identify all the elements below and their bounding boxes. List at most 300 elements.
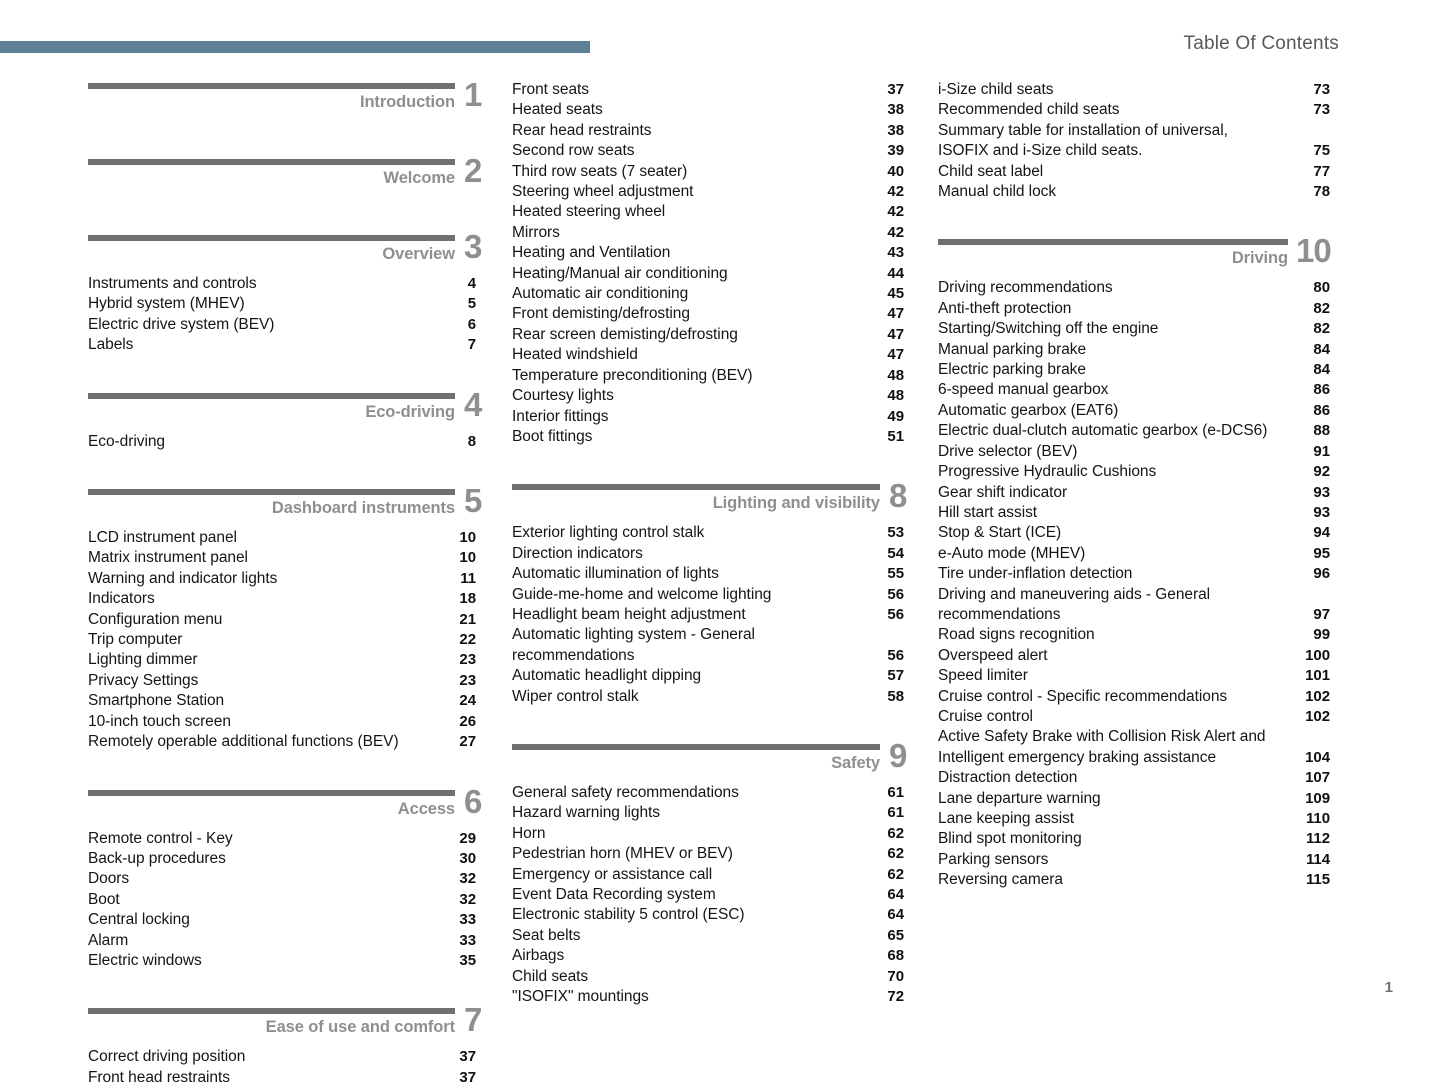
section-spacer bbox=[512, 447, 904, 481]
toc-entry-label: Second row seats bbox=[512, 142, 635, 160]
toc-entry-list bbox=[88, 1047, 488, 1088]
toc-section-eco-driving bbox=[88, 356, 488, 452]
toc-entry-page-number: 112 bbox=[1305, 830, 1330, 848]
toc-entry-label: Parking sensors bbox=[938, 850, 1049, 868]
toc-entry-active-safety-brake-with-collision-risk-alert-and-intelligent-emergency-braking-assistance[interactable] bbox=[938, 727, 1330, 768]
section-spacer bbox=[88, 198, 488, 232]
toc-entry-automatic-headlight-dipping[interactable] bbox=[512, 666, 904, 686]
toc-entry-electric-windows[interactable] bbox=[88, 951, 488, 971]
toc-entry-child-seats[interactable] bbox=[512, 967, 904, 987]
toc-entry-heated-windshield[interactable] bbox=[512, 345, 904, 365]
toc-entry-overspeed-alert[interactable] bbox=[938, 646, 1330, 666]
toc-entry-trip-computer[interactable] bbox=[88, 630, 488, 650]
section-chapter-number: 8 bbox=[889, 477, 907, 515]
toc-entry-pedestrian-horn-mhev-or-bev[interactable] bbox=[512, 844, 904, 864]
toc-entry-list bbox=[88, 829, 488, 972]
toc-section-welcome bbox=[88, 122, 488, 198]
toc-entry-remotely-operable-additional-functions-bev[interactable] bbox=[88, 732, 488, 752]
toc-entry-page-number: 86 bbox=[1313, 401, 1330, 419]
toc-entry-label: Front head restraints bbox=[88, 1068, 230, 1086]
toc-entry-page-number: 53 bbox=[887, 524, 904, 542]
toc-entry-label: e-Auto mode (MHEV) bbox=[938, 544, 1086, 562]
toc-entry-matrix-instrument-panel[interactable] bbox=[88, 548, 488, 568]
toc-entry-label: Cruise control - Specific recommendations bbox=[938, 687, 1228, 705]
toc-entry-label: Electric dual-clutch automatic gearbox (e-DCS6) bbox=[938, 422, 1268, 440]
toc-entry-front-head-restraints[interactable] bbox=[88, 1068, 488, 1088]
toc-entry-electric-parking-brake[interactable] bbox=[938, 360, 1330, 380]
toc-columns bbox=[0, 76, 1445, 1086]
toc-entry-gear-shift-indicator[interactable] bbox=[938, 483, 1330, 503]
toc-entry-label: Heated windshield bbox=[512, 346, 638, 364]
toc-entry-page-number: 47 bbox=[887, 346, 904, 364]
toc-entry-label: Stop & Start (ICE) bbox=[938, 524, 1062, 542]
toc-entry-label: Heating and Ventilation bbox=[512, 244, 671, 262]
toc-entry-automatic-lighting-system-general-recommendations[interactable] bbox=[512, 625, 904, 666]
section-title: Welcome bbox=[383, 169, 455, 187]
toc-entry-label: Matrix instrument panel bbox=[88, 549, 248, 567]
toc-entry-page-number: 57 bbox=[887, 667, 904, 685]
toc-entry-label: Automatic lighting system - General recommendations bbox=[512, 626, 755, 664]
footer-page-number: 1 bbox=[1384, 979, 1393, 996]
toc-entry-label: Heated steering wheel bbox=[512, 203, 666, 221]
toc-entry-rear-screen-demisting-defrosting[interactable] bbox=[512, 325, 904, 345]
toc-entry-page-number: 10 bbox=[459, 549, 476, 567]
toc-entry-page-number: 115 bbox=[1305, 871, 1330, 889]
section-header[interactable] bbox=[88, 482, 488, 528]
toc-entry-temperature-preconditioning-bev[interactable] bbox=[512, 366, 904, 386]
toc-entry-privacy-settings[interactable] bbox=[88, 671, 488, 691]
toc-entry-direction-indicators[interactable] bbox=[512, 544, 904, 564]
toc-entry-label: i-Size child seats bbox=[938, 81, 1054, 98]
page-title: Table Of Contents bbox=[1183, 33, 1339, 54]
toc-entry-distraction-detection[interactable] bbox=[938, 768, 1330, 788]
toc-entry-label: 6-speed manual gearbox bbox=[938, 381, 1109, 399]
toc-entry-second-row-seats[interactable] bbox=[512, 141, 904, 161]
toc-entry-page-number: 93 bbox=[1313, 483, 1330, 501]
toc-entry-label: Drive selector (BEV) bbox=[938, 442, 1078, 460]
toc-entry-label: Courtesy lights bbox=[512, 387, 614, 405]
toc-entry-warning-and-indicator-lights[interactable] bbox=[88, 569, 488, 589]
toc-entry-manual-child-lock[interactable] bbox=[938, 182, 1330, 202]
toc-entry-electronic-stability-5-control-esc[interactable] bbox=[512, 905, 904, 925]
toc-entry-label: Mirrors bbox=[512, 223, 560, 241]
toc-entry-interior-fittings[interactable] bbox=[512, 407, 904, 427]
toc-entry-label: Hazard warning lights bbox=[512, 804, 660, 822]
section-chapter-number: 7 bbox=[464, 1001, 482, 1039]
toc-entry-label: Road signs recognition bbox=[938, 626, 1095, 644]
toc-entry-page-number: 38 bbox=[887, 101, 904, 119]
toc-entry-page-number: 93 bbox=[1313, 503, 1330, 521]
toc-entry-emergency-or-assistance-call[interactable] bbox=[512, 865, 904, 885]
toc-entry-cruise-control[interactable] bbox=[938, 707, 1330, 727]
toc-entry-label: LCD instrument panel bbox=[88, 529, 237, 547]
toc-entry-driving-recommendations[interactable] bbox=[938, 278, 1330, 298]
toc-entry-cruise-control-specific-recommendations[interactable] bbox=[938, 687, 1330, 707]
toc-entry-label: Active Safety Brake with Collision Risk Alert and Intelligent emergency braking assistance bbox=[938, 728, 1266, 766]
toc-entry-page-number: 47 bbox=[887, 325, 904, 343]
toc-entry-horn[interactable] bbox=[512, 824, 904, 844]
toc-entry-label: Pedestrian horn (MHEV or BEV) bbox=[512, 845, 733, 863]
toc-entry-label: Summary table for installation of universal, ISOFIX and i-Size child seats. bbox=[938, 121, 1228, 160]
toc-entry-label: Rear head restraints bbox=[512, 121, 652, 139]
section-spacer bbox=[88, 356, 488, 390]
toc-entry-summary-table-for-installation-of-universal-isofix-and-i-size-child-seats[interactable] bbox=[938, 121, 1330, 162]
toc-entry-page-number: 40 bbox=[887, 162, 904, 180]
section-chapter-number: 1 bbox=[464, 76, 482, 113]
toc-entry-exterior-lighting-control-stalk[interactable] bbox=[512, 523, 904, 543]
header-accent-bar bbox=[0, 41, 590, 53]
toc-entry-page-number: 33 bbox=[459, 911, 476, 929]
toc-entry-label: Horn bbox=[512, 824, 546, 842]
toc-entry-speed-limiter[interactable] bbox=[938, 666, 1330, 686]
toc-entry-page-number: 102 bbox=[1305, 707, 1330, 725]
toc-entry-i-size-child-seats[interactable] bbox=[938, 80, 1330, 100]
toc-entry-page-number: 45 bbox=[887, 285, 904, 303]
section-title: Safety bbox=[831, 753, 880, 772]
toc-column-1 bbox=[88, 76, 488, 1088]
toc-entry-label: Trip computer bbox=[88, 631, 183, 649]
toc-entry-lighting-dimmer[interactable] bbox=[88, 650, 488, 670]
toc-entry-child-seat-label[interactable] bbox=[938, 162, 1330, 182]
toc-entry-progressive-hydraulic-cushions[interactable] bbox=[938, 462, 1330, 482]
toc-entry-rear-head-restraints[interactable] bbox=[512, 121, 904, 141]
toc-entry-alarm[interactable] bbox=[88, 931, 488, 951]
toc-entry-page-number: 70 bbox=[887, 967, 904, 985]
toc-entry-lcd-instrument-panel[interactable] bbox=[88, 528, 488, 548]
toc-entry-label: Event Data Recording system bbox=[512, 886, 716, 903]
toc-entry-airbags[interactable] bbox=[512, 946, 904, 966]
toc-entry-boot[interactable] bbox=[88, 890, 488, 910]
toc-entry-electric-dual-clutch-automatic-gearbox-e-dcs6[interactable] bbox=[938, 421, 1330, 441]
toc-entry-correct-driving-position[interactable] bbox=[88, 1047, 488, 1067]
toc-entry-page-number: 86 bbox=[1313, 381, 1330, 399]
toc-entry-page-number: 24 bbox=[459, 692, 476, 710]
toc-entry-label: "ISOFIX" mountings bbox=[512, 988, 649, 1006]
section-divider-rule bbox=[88, 159, 455, 165]
toc-entry-label: Eco-driving bbox=[88, 432, 165, 450]
toc-entry-page-number: 82 bbox=[1313, 299, 1330, 317]
toc-entry-smartphone-station[interactable] bbox=[88, 691, 488, 711]
toc-entry-label: Emergency or assistance call bbox=[512, 865, 713, 883]
toc-entry-page-number: 82 bbox=[1313, 320, 1330, 338]
toc-entry-page-number: 49 bbox=[887, 407, 904, 425]
toc-entry-page-number: 104 bbox=[1305, 748, 1330, 766]
section-spacer bbox=[88, 753, 488, 787]
toc-entry-label: Privacy Settings bbox=[88, 671, 199, 689]
toc-entry-page-number: 72 bbox=[887, 988, 904, 1006]
toc-entry-label: Electric windows bbox=[88, 951, 202, 969]
toc-entry-page-number: 51 bbox=[887, 427, 904, 445]
section-divider-rule bbox=[88, 393, 455, 399]
toc-entry-label: Electric parking brake bbox=[938, 361, 1086, 379]
toc-entry-label: 10-inch touch screen bbox=[88, 712, 231, 730]
toc-entry-electric-drive-system-bev[interactable] bbox=[88, 315, 488, 335]
toc-entry-event-data-recording-system[interactable] bbox=[512, 885, 904, 905]
toc-entry-page-number: 56 bbox=[887, 646, 904, 664]
toc-entry-label: Driving and maneuvering aids - General recommendations bbox=[938, 585, 1211, 623]
toc-entry-page-number: 101 bbox=[1305, 667, 1330, 685]
toc-entry-configuration-menu[interactable] bbox=[88, 610, 488, 630]
toc-entry-page-number: 35 bbox=[459, 951, 476, 969]
toc-entry-guide-me-home-and-welcome-lighting[interactable] bbox=[512, 585, 904, 605]
toc-entry-label: Headlight beam height adjustment bbox=[512, 605, 746, 623]
toc-entry-page-number: 48 bbox=[887, 387, 904, 405]
toc-entry-hybrid-system-mhev[interactable] bbox=[88, 294, 488, 314]
toc-entry-label: Reversing camera bbox=[938, 871, 1063, 889]
section-spacer bbox=[938, 202, 1330, 236]
toc-entry-page-number: 114 bbox=[1305, 850, 1330, 868]
toc-entry-page-number: 48 bbox=[887, 366, 904, 384]
toc-entry-label: Exterior lighting control stalk bbox=[512, 524, 705, 542]
toc-entry-heated-steering-wheel[interactable] bbox=[512, 202, 904, 222]
toc-entry-page-number: 80 bbox=[1313, 279, 1330, 297]
toc-entry-recommended-child-seats[interactable] bbox=[938, 100, 1330, 120]
toc-entry-label: Lighting dimmer bbox=[88, 651, 198, 669]
section-header[interactable] bbox=[512, 477, 907, 523]
toc-section-driving bbox=[938, 202, 1330, 890]
toc-entry-page-number: 58 bbox=[887, 687, 904, 705]
toc-entry-automatic-gearbox-eat6[interactable] bbox=[938, 401, 1330, 421]
toc-entry-label: Manual child lock bbox=[938, 183, 1057, 201]
toc-entry-page-number: 62 bbox=[887, 865, 904, 883]
toc-entry-label: Labels bbox=[88, 336, 134, 354]
section-header[interactable] bbox=[938, 232, 1331, 278]
toc-entry-page-number: 39 bbox=[887, 142, 904, 160]
toc-entry-blind-spot-monitoring[interactable] bbox=[938, 829, 1330, 849]
toc-entry-label: Overspeed alert bbox=[938, 646, 1048, 664]
toc-entry-label: Child seats bbox=[512, 967, 589, 985]
toc-entry-tire-under-inflation-detection[interactable] bbox=[938, 564, 1330, 584]
toc-section-introduction bbox=[88, 76, 488, 122]
toc-entry-courtesy-lights[interactable] bbox=[512, 386, 904, 406]
toc-entry-page-number: 73 bbox=[1313, 81, 1330, 98]
toc-entry-label: Automatic gearbox (EAT6) bbox=[938, 401, 1119, 419]
toc-entry-label: Speed limiter bbox=[938, 667, 1028, 685]
toc-entry-page-number: 26 bbox=[459, 712, 476, 730]
toc-entry-label: Temperature preconditioning (BEV) bbox=[512, 366, 753, 384]
toc-entry-page-number: 7 bbox=[467, 336, 476, 354]
toc-entry-label: Configuration menu bbox=[88, 610, 223, 628]
toc-entry-front-seats[interactable] bbox=[512, 80, 904, 100]
toc-entry-page-number: 56 bbox=[887, 605, 904, 623]
toc-entry-steering-wheel-adjustment[interactable] bbox=[512, 182, 904, 202]
toc-entry-wiper-control-stalk[interactable] bbox=[512, 687, 904, 707]
section-spacer bbox=[512, 707, 904, 741]
toc-entry-lane-keeping-assist[interactable] bbox=[938, 809, 1330, 829]
toc-entry-central-locking[interactable] bbox=[88, 910, 488, 930]
toc-entry-label: Rear screen demisting/defrosting bbox=[512, 325, 738, 343]
toc-entry-label: Driving recommendations bbox=[938, 279, 1113, 297]
section-chapter-number: 4 bbox=[464, 385, 482, 423]
toc-entry-page-number: 38 bbox=[887, 121, 904, 139]
toc-entry-list bbox=[88, 528, 488, 752]
toc-entry-label: Alarm bbox=[88, 931, 129, 949]
section-divider-rule bbox=[88, 489, 455, 495]
toc-entry-page-number: 102 bbox=[1305, 687, 1330, 705]
toc-entry-lane-departure-warning[interactable] bbox=[938, 789, 1330, 809]
toc-entry-list bbox=[512, 523, 904, 707]
toc-entry-page-number: 84 bbox=[1313, 340, 1330, 358]
toc-entry-label: Electronic stability 5 control (ESC) bbox=[512, 906, 745, 924]
toc-entry-heating-and-ventilation[interactable] bbox=[512, 243, 904, 263]
toc-entry-page-number: 91 bbox=[1313, 442, 1330, 460]
toc-entry-general-safety-recommendations[interactable] bbox=[512, 783, 904, 803]
toc-entry-indicators[interactable] bbox=[88, 589, 488, 609]
section-chapter-number: 3 bbox=[464, 228, 482, 265]
toc-entry-list bbox=[512, 783, 904, 1007]
toc-entry-reversing-camera[interactable] bbox=[938, 870, 1330, 890]
toc-entry-label: Seat belts bbox=[512, 926, 581, 944]
toc-entry-page-number: 110 bbox=[1305, 810, 1330, 827]
toc-entry-starting-switching-off-the-engine[interactable] bbox=[938, 319, 1330, 339]
toc-entry-label: Starting/Switching off the engine bbox=[938, 320, 1159, 338]
toc-entry-mirrors[interactable] bbox=[512, 223, 904, 243]
toc-entry-remote-control-key[interactable] bbox=[88, 829, 488, 849]
toc-entry-page-number: 32 bbox=[459, 870, 476, 888]
toc-entry-page-number: 94 bbox=[1313, 524, 1330, 542]
toc-entry-isofix-mountings[interactable] bbox=[512, 987, 904, 1007]
section-title: Access bbox=[397, 799, 455, 818]
toc-entry-page-number: 22 bbox=[459, 631, 476, 649]
toc-entry-e-auto-mode-mhev[interactable] bbox=[938, 544, 1330, 564]
toc-entry-page-number: 32 bbox=[459, 890, 476, 908]
toc-entry-page-number: 6 bbox=[467, 315, 476, 333]
toc-entry-list bbox=[88, 274, 488, 356]
toc-entry-label: Recommended child seats bbox=[938, 101, 1120, 119]
toc-entry-page-number: 42 bbox=[887, 203, 904, 221]
toc-entry-page-number: 96 bbox=[1313, 565, 1330, 583]
section-divider-rule bbox=[88, 790, 455, 796]
toc-entry-page-number: 42 bbox=[887, 223, 904, 241]
toc-entry-doors[interactable] bbox=[88, 869, 488, 889]
section-header[interactable] bbox=[88, 228, 488, 274]
toc-entry-page-number: 92 bbox=[1313, 463, 1330, 481]
toc-entry-road-signs-recognition[interactable] bbox=[938, 625, 1330, 645]
toc-entry-page-number: 29 bbox=[459, 829, 476, 847]
toc-entry-6-speed-manual-gearbox[interactable] bbox=[938, 380, 1330, 400]
toc-entry-third-row-seats-7-seater[interactable] bbox=[512, 162, 904, 182]
toc-entry-headlight-beam-height-adjustment[interactable] bbox=[512, 605, 904, 625]
toc-entry-label: Heating/Manual air conditioning bbox=[512, 264, 728, 282]
toc-entry-page-number: 37 bbox=[459, 1048, 476, 1066]
section-title: Driving bbox=[1231, 249, 1288, 268]
toc-entry-page-number: 55 bbox=[887, 565, 904, 583]
section-header[interactable] bbox=[88, 152, 488, 198]
section-header[interactable] bbox=[88, 76, 488, 122]
section-divider-rule bbox=[512, 484, 880, 490]
toc-entry-page-number: 18 bbox=[459, 590, 476, 608]
toc-entry-front-demisting-defrosting[interactable] bbox=[512, 304, 904, 324]
section-divider-rule bbox=[512, 744, 880, 750]
toc-entry-label: Instruments and controls bbox=[88, 275, 257, 292]
toc-entry-label: Interior fittings bbox=[512, 407, 609, 425]
toc-entry-hazard-warning-lights[interactable] bbox=[512, 803, 904, 823]
toc-entry-label: Airbags bbox=[512, 947, 565, 965]
toc-entry-instruments-and-controls[interactable] bbox=[88, 274, 488, 294]
toc-entry-page-number: 11 bbox=[460, 569, 476, 587]
toc-entry-page-number: 37 bbox=[459, 1068, 476, 1086]
toc-entry-label: Cruise control bbox=[938, 707, 1033, 725]
toc-entry-page-number: 73 bbox=[1313, 101, 1330, 119]
toc-entry-list bbox=[88, 432, 488, 452]
toc-entry-page-number: 64 bbox=[887, 886, 904, 903]
toc-entry-parking-sensors[interactable] bbox=[938, 850, 1330, 870]
toc-entry-labels[interactable] bbox=[88, 335, 488, 355]
toc-entry-automatic-air-conditioning[interactable] bbox=[512, 284, 904, 304]
toc-entry-label: Lane keeping assist bbox=[938, 810, 1075, 827]
toc-entry-eco-driving[interactable] bbox=[88, 432, 488, 452]
toc-entry-page-number: 61 bbox=[887, 804, 904, 822]
section-divider-rule bbox=[938, 239, 1288, 245]
toc-entry-page-number: 10 bbox=[459, 529, 476, 547]
section-title: Eco-driving bbox=[365, 402, 455, 421]
toc-section-dashboard-instruments bbox=[88, 452, 488, 752]
toc-entry-label: Heated seats bbox=[512, 101, 603, 119]
toc-section-safety bbox=[512, 707, 907, 1007]
toc-entry-label: Boot bbox=[88, 890, 120, 908]
toc-entry-label: Back-up procedures bbox=[88, 849, 226, 867]
toc-entry-label: Hill start assist bbox=[938, 503, 1038, 521]
toc-entry-driving-and-maneuvering-aids-general-recommendations[interactable] bbox=[938, 585, 1330, 626]
toc-entry-automatic-illumination-of-lights[interactable] bbox=[512, 564, 904, 584]
toc-entry-label: Steering wheel adjustment bbox=[512, 183, 694, 201]
toc-entry-label: Distraction detection bbox=[938, 769, 1078, 787]
toc-entry-heating-manual-air-conditioning[interactable] bbox=[512, 264, 904, 284]
toc-column-3 bbox=[938, 80, 1330, 891]
toc-entry-label: Automatic headlight dipping bbox=[512, 667, 702, 685]
toc-entry-label: Wiper control stalk bbox=[512, 687, 639, 705]
section-title: Overview bbox=[382, 245, 455, 263]
toc-entry-boot-fittings[interactable] bbox=[512, 427, 904, 447]
section-chapter-number: 10 bbox=[1296, 232, 1331, 270]
toc-entry-drive-selector-bev[interactable] bbox=[938, 442, 1330, 462]
toc-entry-page-number: 43 bbox=[887, 244, 904, 262]
section-header[interactable] bbox=[88, 385, 488, 432]
toc-entry-back-up-procedures[interactable] bbox=[88, 849, 488, 869]
section-title: Dashboard instruments bbox=[271, 499, 455, 518]
toc-entry-page-number: 4 bbox=[467, 275, 476, 292]
toc-entry-page-number: 65 bbox=[887, 926, 904, 944]
toc-entry-page-number: 5 bbox=[467, 295, 476, 313]
toc-entry-page-number: 109 bbox=[1305, 789, 1330, 807]
toc-entry-label: Doors bbox=[88, 870, 130, 888]
toc-entry-page-number: 33 bbox=[459, 931, 476, 949]
toc-entry-page-number: 68 bbox=[887, 947, 904, 965]
toc-entry-manual-parking-brake[interactable] bbox=[938, 340, 1330, 360]
toc-section-lighting-and-visibility bbox=[512, 447, 907, 707]
toc-entry-page-number: 30 bbox=[459, 849, 476, 867]
section-spacer bbox=[88, 122, 488, 156]
toc-entry-page-number: 97 bbox=[1313, 605, 1330, 623]
toc-entry-stop-start-ice[interactable] bbox=[938, 523, 1330, 543]
section-header[interactable] bbox=[512, 736, 907, 783]
toc-entry-10-inch-touch-screen[interactable] bbox=[88, 712, 488, 732]
section-divider-rule bbox=[88, 1008, 455, 1014]
toc-entry-page-number: 56 bbox=[887, 585, 904, 603]
toc-entry-page-number: 8 bbox=[467, 432, 476, 450]
toc-entry-label: Blind spot monitoring bbox=[938, 830, 1082, 848]
toc-entry-hill-start-assist[interactable] bbox=[938, 503, 1330, 523]
section-title: Ease of use and comfort bbox=[265, 1018, 455, 1037]
section-header[interactable] bbox=[88, 782, 488, 829]
toc-entry-heated-seats[interactable] bbox=[512, 100, 904, 120]
toc-entry-anti-theft-protection[interactable] bbox=[938, 299, 1330, 319]
section-header[interactable] bbox=[88, 1001, 488, 1047]
toc-entry-label: Boot fittings bbox=[512, 427, 593, 445]
toc-entry-label: Front demisting/defrosting bbox=[512, 305, 690, 323]
toc-entry-label: Remote control - Key bbox=[88, 829, 233, 847]
toc-entry-seat-belts[interactable] bbox=[512, 926, 904, 946]
